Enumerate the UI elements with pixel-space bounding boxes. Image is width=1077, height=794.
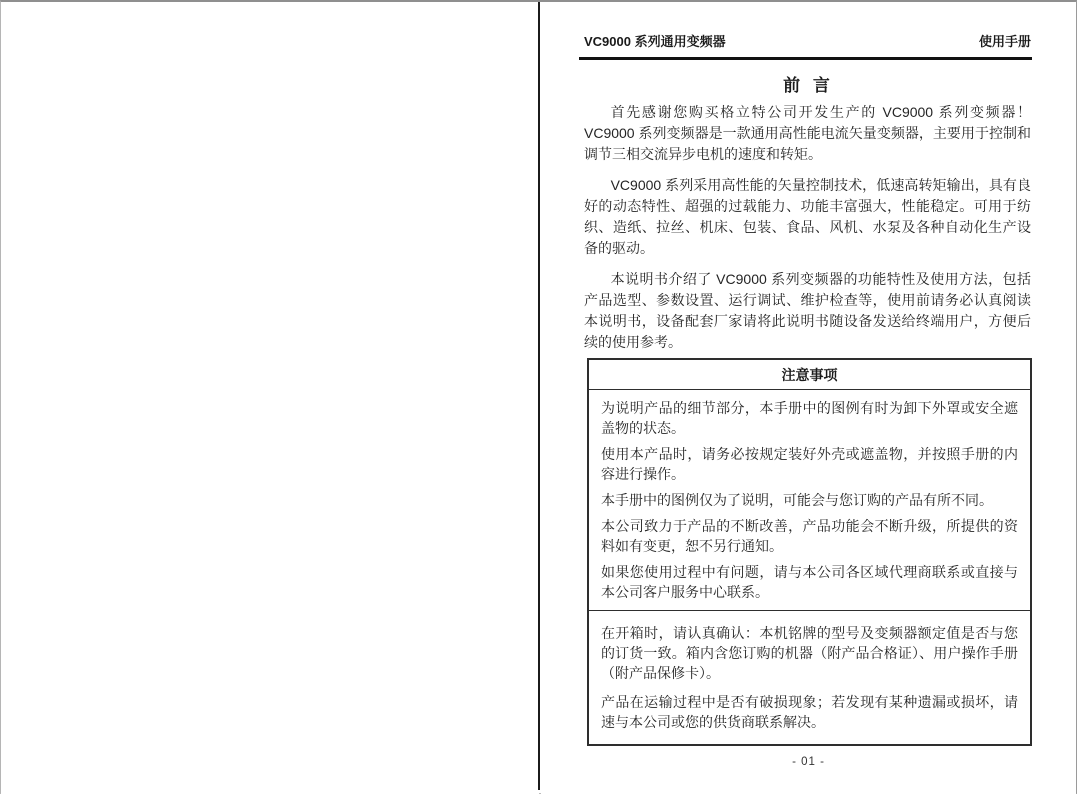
page-title: 前 言: [783, 76, 834, 95]
unboxing-item: 在开箱时，请认真确认：本机铭牌的型号及变频器额定值是否与您的订货一致。箱内含您订购的机器（附产品合格证）、用户操作手册（附产品保修卡）。: [601, 625, 1018, 681]
notice-item: 本公司致力于产品的不断改善，产品功能会不断升级，所提供的资料如有变更，恕不另行通知。: [601, 518, 1018, 554]
header-product-name: VC9000 系列通用变频器: [584, 34, 726, 49]
preface-body: [584, 102, 1031, 353]
page-number: - 01 -: [792, 756, 825, 768]
intro-paragraph: 首先感谢您购买格立特公司开发生产的 VC9000 系列变频器！VC9000 系列变频器是一款通用高性能电流矢量变频器，主要用于控制和调节三相交流异步电机的速度和转矩。: [584, 104, 1031, 162]
header-doc-type: 使用手册: [978, 34, 1031, 49]
notice-item: 如果您使用过程中有问题，请与本公司各区域代理商联系或直接与本公司客户服务中心联系。: [601, 564, 1018, 600]
header-rule: [579, 57, 1032, 60]
notice-item: 使用本产品时，请务必按规定装好外壳或遮盖物，并按照手册的内容进行操作。: [601, 446, 1018, 482]
page-divider-line: [538, 2, 540, 790]
manual-page: [541, 2, 1076, 794]
notice-box-title: 注意事项: [589, 360, 1030, 390]
blank-left-page: [1, 2, 539, 794]
notice-item: 本手册中的图例仅为了说明，可能会与您订购的产品有所不同。: [601, 492, 993, 508]
features-paragraph: VC9000 系列采用高性能的矢量控制技术，低速高转矩输出，具有良好的动态特性、超强的过载能力、功能丰富强大，性能稳定。可用于纺织、造纸、拉丝、机床、包装、食品、风机、水泵及各种自动化生产设备的驱动。: [584, 177, 1031, 256]
notice-item: 为说明产品的细节部分，本手册中的图例有时为卸下外罩或安全遮盖物的状态。: [601, 400, 1018, 436]
manual-scope-paragraph: 本说明书介绍了 VC9000 系列变频器的功能特性及使用方法，包括产品选型、参数设置、运行调试、维护检查等，使用前请务必认真阅读本说明书，设备配套厂家请将此说明书随设备发送给终端用户，方便后续的使用参考。: [584, 271, 1031, 350]
notice-items-section: [589, 390, 1030, 611]
notice-box: [587, 358, 1032, 746]
unboxing-section: [589, 611, 1030, 744]
page-header: [584, 31, 1031, 50]
unboxing-item: 产品在运输过程中是否有破损现象；若发现有某种遗漏或损坏，请速与本公司或您的供货商联系解决。: [601, 694, 1018, 730]
